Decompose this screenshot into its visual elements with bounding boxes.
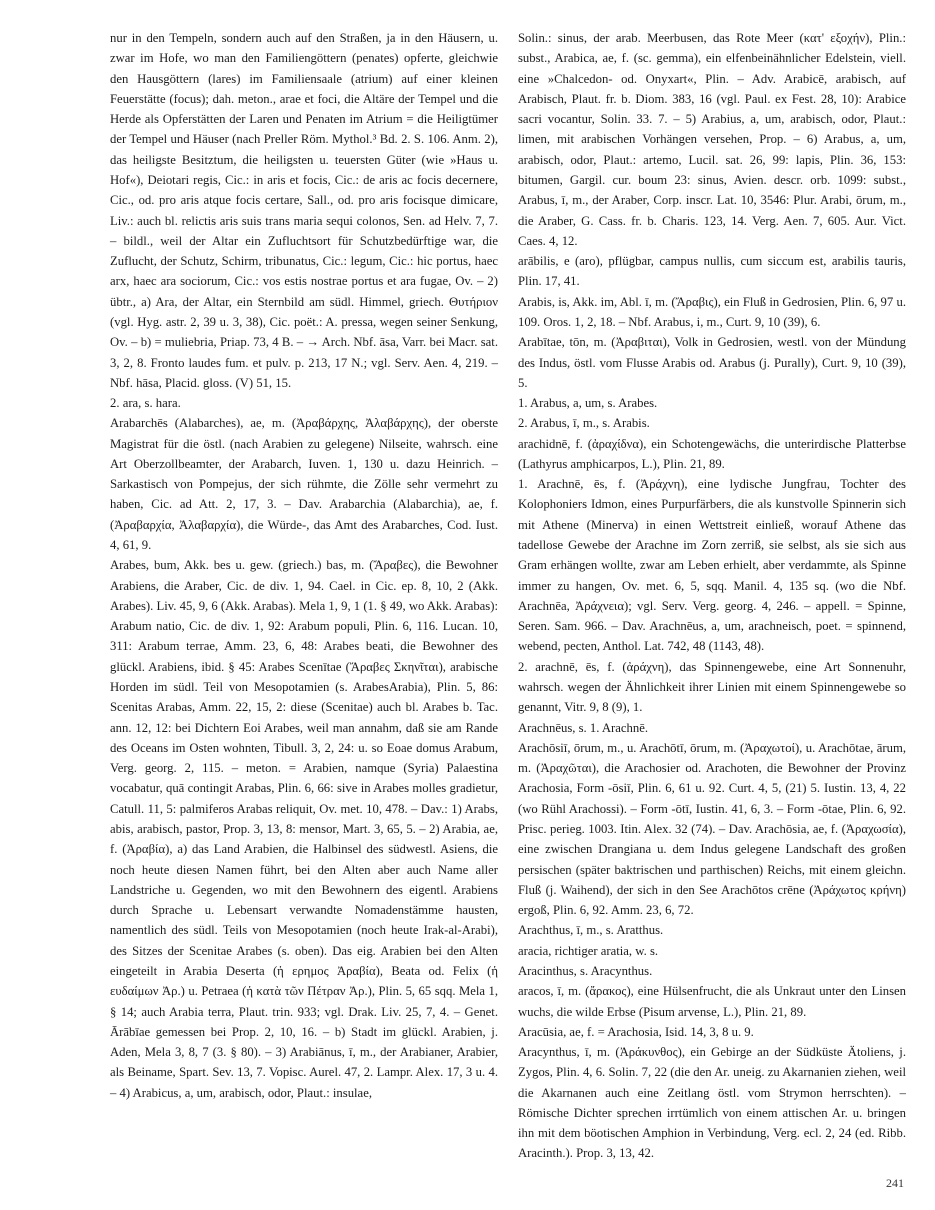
entry-arabus-2: 2. Arabus, ī, m., s. Arabis. (518, 416, 650, 431)
entry-arachne-1: 1. Arachnē, ēs, f. (Ἀράχνη), eine lydische Jungfrau, Tochter des Kolophoniers Idmon, eines Purpurfärbers, die als kunstvolle Spinnerin sich mit Athene (Minerva) in einen Wettstreit einließ, worauf Athene das tadellose Gewebe der Arachne im Zorn zerriß, sie selbst, als sie sich aus Gram erhängen wollte, zwar am Leben erhielt, aber verdammte, als Spinne immer zu hangen, Ov. met. 6, 5, sqq. Manil. 4, 135 sq. (wo die Nbf. Arachnēa, Ἀράχνεια); vgl. Serv. Verg. georg. 4, 246. – appell. = Spinne, Seren. Sam. 966. – Dav. Arachnēus, a, um, arachneisch, poet. = spinnend, webend, pecten, Anthol. Lat. 742, 48 (1143, 48). (518, 477, 906, 654)
entry-arabes-continued: Solin.: sinus, der arab. Meerbusen, das Rote Meer (κατ' εξοχήν), Plin.: subst., Arabica, ae, f. (sc. gemma), ein elfenbeinähnlicher Edelstein, viell. eine »Chalcedon- od. Onyxart«, Plin. – Adv. Arabicē, arabisch, auf Arabisch, Plaut. fr. b. Diom. 383, 16 (vgl. Paul. ex Fest. 28, 10): Arabice sacri vocantur, Solin. 33. 7. – 5) Arabius, a, um, arabisch, odor, Plaut.: limen, mit arabischen Vorhängen versehen, Prop. – 6) Arabus, a, um, arabisch, odor, Plaut.: artemo, Lucil. sat. 26, 99: lapis, Plin. 36, 153: bitumen, Gargil. cur. boum 23: sinus, Avien. descr. orb. 1099: subst., Arabus, ī, m., der Araber, Corp. inscr. Lat. 10, 3546: Plur. Arabi, ōrum, m., die Araber, G. Cass. fr. b. Charis. 123, 14. Verg. Aen. 7, 605. Aur. Vict. Caes. 4, 12. (518, 31, 906, 248)
entry-aracinthus: Aracinthus, s. Aracynthus. (518, 963, 653, 978)
entry-arachosii: Arachōsiī, ōrum, m., u. Arachōtī, ōrum, m. (Ἀραχωτοί), u. Arachōtae, ārum, m. (Ἀραχῶται), die Arachosier od. Arachoten, die Bewohner der Provinz Arachosia, Form -ōsiī, Plin. 6, 61 u. 92. Curt. 4, 5, (21) 5. Iustin. 13, 4, 22 (wo Rühl Arachossi). – Form -ōtī, Iustin. 41, 6, 3. – Form -ōtae, Plin. 6, 92. Prisc. perieg. 1003. Itin. Alex. 32 (74). – Dav. Arachōsia, ae, f. (Ἀραχωσία), eine zwischen Drangiana u. dem Indus gelegene Landschaft des großen persischen (später baktrischen und parthischen) Reichs, mit einem gleichn. Fluß (j. Waihend), der sich in den See Arachōtos crēne (Ἀράχωτος κρήνη) ergoß, Plin. 6, 92. Amm. 23, 6, 72. (518, 740, 906, 918)
entry-arachthus: Arachthus, ī, m., s. Aratthus. (518, 923, 664, 938)
entry-arabarches: Arabarchēs (Alabarches), ae, m. (Ἀραβάρχης, Ἀλαβάρχης), der oberste Magistrat für die östl. (nach Arabien zu gelegene) Nilseite, wahrsch. eine Art Oberzollbeamter, der Arabarch, Iuven. 1, 130 u. dazu Heinrich. – Sarkastisch von Pompejus, der sich rühmte, die Zölle sehr vermehrt zu haben, Cic. ad Att. 2, 17, 3. – Dav. Arabarchia (Alabarchia), ae, f. (Ἀραβαρχία, Ἀλαβαρχία), die Würde-, das Amt des Arabarches, Cod. Iust. 4, 61, 9. (110, 416, 498, 553)
entry-arachne-2: 2. arachnē, ēs, f. (ἀράχνη), das Spinnengewebe, eine Art Sonnenuhr, wahrsch. wegen der Ähnlichkeit ihrer Linien mit einem Spinnengewebe so genannt, Vitr. 9, 8 (9), 1. (518, 659, 906, 715)
entry-arabis: Arabis, is, Akk. im, Abl. ī, m. (Ἄραβις), ein Fluß in Gedrosien, Plin. 6, 97 u. 109. Oros. 1, 2, 18. – Nbf. Arabus, i, m., Curt. 9, 10 (39), 6. (518, 294, 906, 329)
page-number: 241 (886, 1176, 904, 1190)
entry-aracos: aracos, ī, m. (ἄρακος), eine Hülsenfrucht, die als Unkraut unter den Linsen wuchs, die wilde Erbse (Pisum arvense, L.), Plin. 21, 89. (518, 984, 906, 1019)
entry-arabitae: Arabītae, tōn, m. (Ἀραβιται), Volk in Gedrosien, westl. von der Mündung des Indus, östl. vom Flusse Arabis od. Arabus (j. Purally), Curt. 9, 10 (39), 5. (518, 335, 906, 390)
right-column (518, 28, 906, 1164)
entry-arabes: Arabes, bum, Akk. bes u. gew. (griech.) bas, m. (Ἄραβες), die Bewohner Arabiens, die Araber, Cic. de div. 1, 94. Cael. in Cic. ep. 8, 10, 2 (Akk. Arabes). Liv. 45, 9, 6 (Akk. Arabas). Mela 1, 9, 1 (1. § 49, wo Akk. Arabas): Arabum natio, Cic. de div. 1, 92: Arabum populi, Plin. 6, 116. Lucan. 10, 311: Arabum terrae, Amm. 23, 6, 48: Arabes beati, die Bewohner des glückl. Arabiens, ibid. § 45: Arabes Scenītae (Ἄραβες Σκηνῖται), arabische Horden im südl. Teil von Mesopotamien (s. ArabesArabia), Plin. 5, 86: Scenitas Arabas, Amm. 22, 15, 2: diese (Scenitae) auch bl. Arabes b. Tac. ann. 12, 12: bei Dichtern Eoi Arabes, weil man annahm, daß sie am Rande des Oceans im Osten wohnten, Tibull. 3, 2, 24: u. so Eoae domus Arabum, Verg. georg. 2, 115. – meton. = Arabien, namque (Syria) Palaestina vocabatur, quā contingit Arabas, Plin. 6, 66: sive in Arabes molles gradietur, Catull. 11, 5: palmiferos Arabas reliquit, Ov. met. 10, 478. – Dav.: 1) Arabs, abis, arabisch, pastor, Prop. 3, 13, 8: mensor, Mart. 3, 65, 5. – 2) Arabia, ae, f. (Ἀραβία), a) das Land Arabien, die Halbinsel des südwestl. Asiens, die noch heute diesen Namen führt, bei den Alten aber auch Name aller Landstriche u. Gegenden, wo mit den Bewohnern des eigentl. Arabiens durch Sprache u. Lebensart verwandte Nomadenstämme hausten, namentlich des südl. Teils von Mesopotamien (noch heute Irak-al-Arabi), des Sitzes der Scenitae Arabes (s. oben). Das eig. Arabien bei den Alten eingeteilt in Arabia Deserta (ἡ ερημος Ἀραβία), Beata od. Felix (ἡ ευδαίμων Ἀρ.) u. Petraea (ἡ κατὰ τῶν Πέτραν Ἀρ.), Plin. 5, 65 sqq. Mela 1, § 14; auch Arabia terra, Plaut. trin. 933; vgl. Drak. Liv. 25, 7, 4. – Genet. Ārābīae gemessen bei Prop. 2, 10, 16. – b) Stadt im glückl. Arabien, j. Aden, Mela 3, 8, 7 (3. § 80). – 3) Arabiānus, ī, m., der Arabianer, Arabier, als Beiname, Spart. Sev. 13, 7. Vopisc. Aurel. 47, 2. Lampr. Alex. 17, 3 u. 4. – 4) Arabicus, a, um, arabisch, odor, Plaut.: insulae, (110, 558, 498, 1100)
entry-arachidne: arachidnē, f. (ἀραχίδνα), ein Schotengewächs, die unterirdische Platterbse (Lathyrus amphicarpos, L.), Plin. 21, 89. (518, 436, 906, 471)
entry-ara-2: 2. ara, s. hara. (110, 396, 181, 411)
entry-arabilis: arābilis, e (aro), pflügbar, campus nullis, cum siccum est, arabilis tauris, Plin. 17, 41. (518, 254, 906, 289)
entry-aracusia: Aracūsia, ae, f. = Arachosia, Isid. 14, 3, 8 u. 9. (518, 1024, 754, 1039)
entry-ara-continued: nur in den Tempeln, sondern auch auf den Straßen, ja in den Häusern, u. zwar im Hofe, wo man den Familiengöttern (penates) opferte, gleichwie den Hausgöttern (lares) im Familiensaale (atrium) auf einer kleinen Feuerstätte (focus); dah. meton., arae et foci, die Altäre der Tempel und die Herde als Opferstätten der Laren und Penaten im Atrium = die Heiligtümer der Tempel und Häuser (nach Preller Röm. Mythol.³ Bd. 2. S. 106. Anm. 2), das heiligste Besitztum, die heiligsten u. teuersten Güter (wie »Haus u. Hof«), Deiotari regis, Cic.: in aris et focis, Cic.: de aris ac focis decernere, Cic., od. pro aris atque focis certare, Sall., od. pro aris focisque dimicare, Liv.: auch bl. relictis aris suis trans maria sequi colonos, Sen. ad Helv. 7, 7. – bildl., weil der Altar ein Zufluchtsort für Schutzbedürftige war, die Zuflucht, der Schutz, Schirm, tribunatus, Cic.: legum, Cic.: hic portus, haec arx, haec ara sociorum, Cic.: vos estis nostrae portus et ara fugae, Ov. – 2) übtr., a) Ara, der Altar, ein Sternbild am südl. Himmel, griech. Θυτήριον (vgl. Hyg. astr. 2, 39 u. 3, 38), Cic. poët.: A. pressa, wegen seiner Senkung, Ov. – b) = muliebria, Priap. 73, 4 B. – → Arch. Nbf. āsa, Varr. bei Macr. sat. 3, 2, 8. Fronto laudes fum. et pulv. p. 213, 17 N.; vgl. Serv. Aen. 4, 219. – Nbf. hāsa, Placid. gloss. (V) 51, 15. (110, 31, 498, 390)
entry-aracynthus: Aracynthus, ī, m. (Ἀράκυνθος), ein Gebirge an der Südküste Ätoliens, j. Zygos, Plin. 4, 6. Solin. 7, 22 (die den Ar. uneig. zu Akarnanien ziehen, weil die Akarnanen auch eine Zeitlang östl. vom Strymon herrschten). – Römische Dichter sprechen irrtümlich von einem attischen Ar. u. bringen ihn mit dem böotischen Amphion in Verbindung, Verg. ecl. 2, 24 (ed. Ribb. Aracinth.). Prop. 3, 13, 42. (518, 1045, 906, 1161)
entry-arachneus: Arachnēus, s. 1. Arachnē. (518, 720, 649, 735)
entry-aracia: aracia, richtiger aratia, w. s. (518, 943, 659, 958)
entry-arabus-1: 1. Arabus, a, um, s. Arabes. (518, 396, 658, 411)
left-column (110, 28, 498, 1103)
